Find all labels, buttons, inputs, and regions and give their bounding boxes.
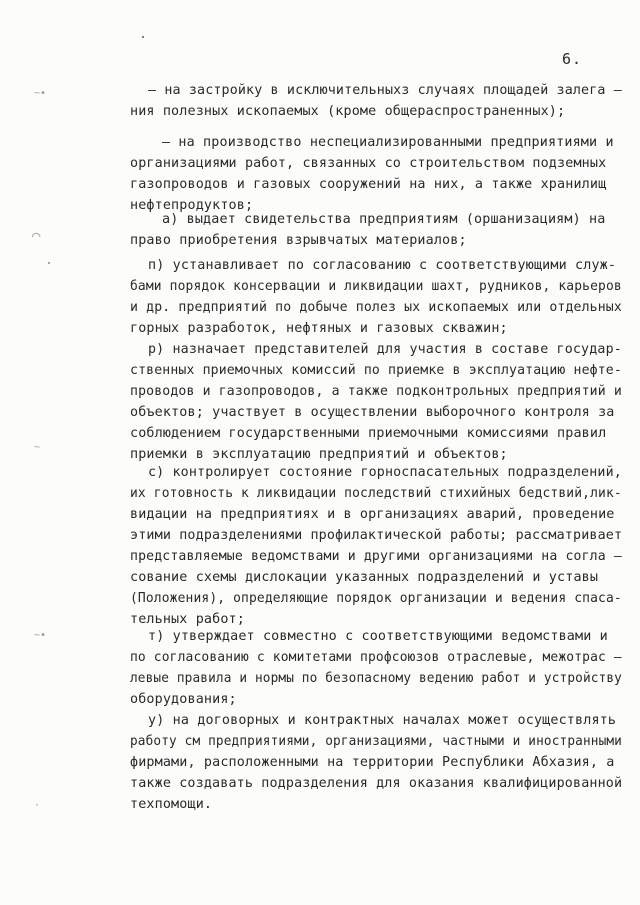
- text-line: бами порядок консервации и ликвидации шахт, рудников, карьеров: [130, 279, 622, 294]
- text-line: у) на договорных и контрактных началах может осуществлять: [148, 713, 617, 728]
- text-line: техпомощи.: [130, 797, 213, 812]
- text-line: также создавать подразделения для оказания квалифицированной: [130, 776, 623, 791]
- text-line: работу см предприятиями, организациями, частными и иностранными: [130, 734, 623, 749]
- text-line: сование схемы дислокации указанных подразделений и уставы: [130, 570, 599, 585]
- speck-mark: [142, 36, 144, 38]
- page-number: 6.: [562, 50, 583, 68]
- text-line: а) выдает свидетельства предприятиям (оршанизациям) на: [162, 212, 606, 227]
- margin-smudge: ~•: [34, 88, 47, 99]
- text-line: горных разработок, нефтяных и газовых скважин;: [130, 321, 508, 336]
- text-line: право приобретения взрывчатых материалов;: [130, 233, 467, 248]
- text-line: организациями работ, связанных со строительством подземных: [130, 156, 607, 171]
- text-line: т) утверждает совместно с соответствующими ведомствами и: [148, 629, 608, 644]
- text-line: ния полезных ископаемых (кроме общераспространенных);: [130, 104, 566, 119]
- text-line: р) назначает представителей для участия в составе государ-: [148, 342, 622, 357]
- text-line: ственных приемочных комиссий по приемке в эксплуатацию нефте-: [130, 363, 622, 378]
- text-line: нефтепродуктов;: [130, 198, 254, 213]
- text-line: и др. предприятий по добыче полез ых ископаемых или отдельных: [130, 300, 622, 315]
- text-line: объектов; участвует в осуществлении выборочного контроля за: [130, 405, 615, 420]
- text-line: по согласованию с комитетами профсоюзов отраслевые, межотрас –: [130, 650, 622, 665]
- text-line: этими подразделениями профилактической работы; рассматривает: [130, 528, 623, 543]
- text-line: оборудования;: [130, 692, 237, 707]
- text-line: газопроводов и газовых сооружений на них, а также хранилищ: [130, 177, 607, 192]
- text-line: – на производство неспециализированными предприятиями и: [162, 135, 614, 150]
- text-line: п) устанавливает по согласованию с соответствующими служ-: [148, 258, 617, 273]
- speck-mark: [48, 262, 50, 264]
- margin-smudge: ⌒: [32, 228, 41, 244]
- text-line: представляемые ведомствами и другими организациями на согла –: [130, 549, 622, 564]
- margin-smudge: ~: [34, 442, 41, 453]
- margin-smudge: ~•: [34, 630, 47, 641]
- text-line: их готовность к ликвидации последствий стихийных бедствий,лик-: [130, 486, 622, 501]
- text-line: проводов и газопроводов, а также подконтрольных предприятий и: [130, 384, 622, 399]
- text-line: (Положения), определяющие порядок организации и ведения спаса-: [130, 591, 622, 606]
- text-line: приемки в эксплуатацию предприятий и объектов;: [130, 447, 508, 462]
- text-line: – на застройку в исключительныхз случаях площадей залега –: [148, 83, 622, 98]
- margin-smudge: ·: [34, 800, 41, 811]
- text-line: фирмами, расположенными на территории Республики Абхазия, а: [130, 755, 615, 770]
- text-line: левые правила и нормы по безопасному ведению работ и устройству: [130, 671, 623, 686]
- text-line: видации на предприятиях и в организациях аварий, проведение: [130, 507, 615, 522]
- text-line: соблюдением государственными приемочными комиссиями правил: [130, 426, 607, 441]
- text-line: с) контролирует состояние горноспасательных подразделений,: [148, 465, 622, 480]
- text-line: тельных работ;: [130, 612, 245, 627]
